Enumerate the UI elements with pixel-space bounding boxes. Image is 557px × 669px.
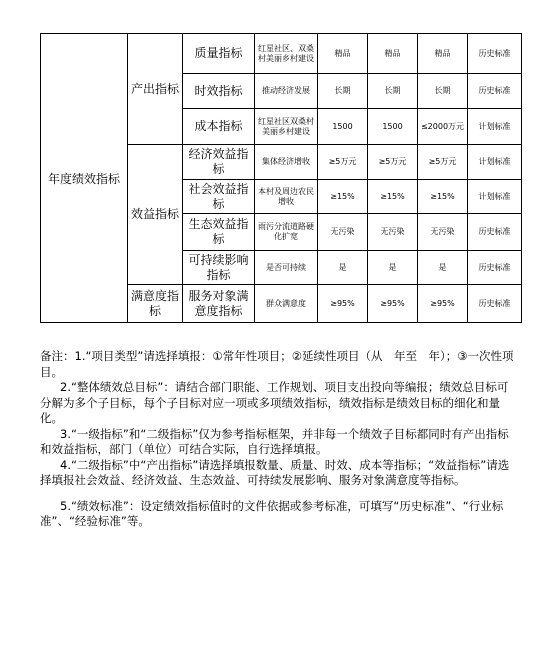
indicator-value-cell: 是	[418, 251, 468, 285]
indicator-value-cell: ≥5万元	[418, 145, 468, 180]
performance-standard-cell: 历史标准	[468, 74, 522, 109]
performance-standard-cell: 历史标准	[468, 251, 522, 285]
performance-standard-cell: 计划标准	[468, 145, 522, 180]
level2-indicator-cell: 产出指标	[128, 34, 183, 145]
indicator-value-cell: 无污染	[368, 214, 418, 251]
level2-indicator-cell: 满意度指标	[128, 285, 183, 323]
indicator-value-cell: 长期	[368, 74, 418, 109]
note-5: 5.“绩效标准”：设定绩效指标值时的文件依据或参考标准，可填写“历史标准”、“行业标准”、“经验标准”等。	[40, 498, 504, 528]
table-row	[41, 34, 522, 74]
indicator-value-cell: ≥5万元	[368, 145, 418, 180]
level3-indicator-cell: 时效指标	[183, 74, 255, 109]
indicator-value-cell: 无污染	[318, 214, 368, 251]
indicator-value-cell: 是	[368, 251, 418, 285]
level3-indicator-cell: 可持续影响指标	[183, 251, 255, 285]
performance-standard-cell: 计划标准	[468, 180, 522, 214]
indicator-value-cell: 长期	[318, 74, 368, 109]
indicator-content-cell: 红星社区、双桑村美丽乡村建设	[255, 34, 318, 74]
indicator-value-cell: 精品	[368, 34, 418, 74]
indicator-value-cell: ≥95%	[368, 285, 418, 323]
indicator-value-cell: 精品	[418, 34, 468, 74]
indicator-content-cell: 推动经济发展	[255, 74, 318, 109]
performance-standard-cell: 历史标准	[468, 285, 522, 323]
indicator-value-cell: 长期	[418, 74, 468, 109]
performance-standard-cell: 计划标准	[468, 109, 522, 145]
indicator-value-cell: 1500	[368, 109, 418, 145]
indicator-value-cell: 精品	[318, 34, 368, 74]
performance-standard-cell: 历史标准	[468, 34, 522, 74]
indicator-content-cell: 群众满意度	[255, 285, 318, 323]
performance-indicator-table	[40, 33, 522, 323]
note-1: 备注：1.“项目类型”请选择填报：①常年性项目；②延续性项目（从 年至 年）；③一次性项目。	[40, 349, 514, 379]
indicator-value-cell: ≥95%	[418, 285, 468, 323]
indicator-value-cell: ≥15%	[368, 180, 418, 214]
level3-indicator-cell: 社会效益指标	[183, 180, 255, 214]
indicator-value-cell: 无污染	[418, 214, 468, 251]
notes-section	[40, 349, 518, 530]
level1-indicator-cell: 年度绩效指标	[41, 34, 128, 323]
level3-indicator-cell: 经济效益指标	[183, 145, 255, 180]
note-2: 2.“整体绩效总目标”：请结合部门职能、工作规划、项目支出投向等编报；绩效总目标可分解为多个子目标，每个子目标对应一项或多项绩效指标，绩效指标是绩效目标的细化和量化。	[40, 380, 509, 425]
indicator-value-cell: ≥5万元	[318, 145, 368, 180]
indicator-content-cell: 本村及周边农民增收	[255, 180, 318, 214]
indicator-content-cell: 雨污分流道路硬化扩宽	[255, 214, 318, 251]
note-4: 4.“二级指标”中“产出指标”请选择填报数量、质量、时效、成本等指标；“效益指标”请选择填报社会效益、经济效益、生态效益、可持续发展影响、服务对象满意度等指标。	[40, 457, 510, 487]
indicator-content-cell: 红星社区双桑村美丽乡村建设	[255, 109, 318, 145]
indicator-content-cell: 是否可持续	[255, 251, 318, 285]
indicator-value-cell: 是	[318, 251, 368, 285]
level2-indicator-cell: 效益指标	[128, 145, 183, 285]
indicator-value-cell: ≥15%	[418, 180, 468, 214]
indicator-value-cell: ≥95%	[318, 285, 368, 323]
indicator-value-cell: ≥15%	[318, 180, 368, 214]
indicator-content-cell: 集体经济增收	[255, 145, 318, 180]
indicator-value-cell: ≤2000万元	[418, 109, 468, 145]
level3-indicator-cell: 成本指标	[183, 109, 255, 145]
level3-indicator-cell: 生态效益指标	[183, 214, 255, 251]
level3-indicator-cell: 服务对象满意度指标	[183, 285, 255, 323]
performance-standard-cell: 历史标准	[468, 214, 522, 251]
indicator-value-cell: 1500	[318, 109, 368, 145]
note-3: 3.“一级指标”和“二级指标”仅为参考指标框架，并非每一个绩效子目标都同时有产出指标和效益指标，部门（单位）可结合实际，自行选择填报。	[40, 426, 509, 456]
level3-indicator-cell: 质量指标	[183, 34, 255, 74]
